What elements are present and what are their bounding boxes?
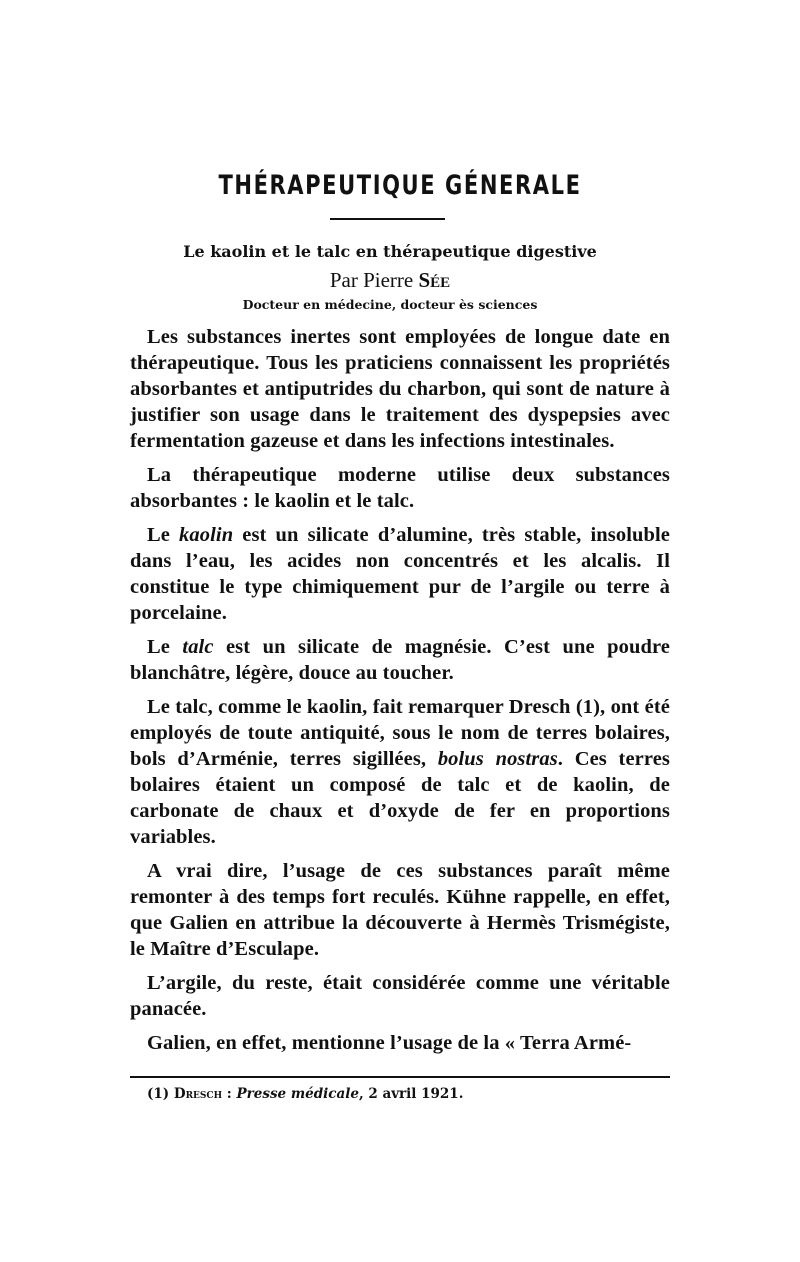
text-run: est un silicate de magnésie. C’est une poudre blanchâtre, légère, douce au toucher. (130, 636, 670, 684)
italic-term: talc (182, 636, 214, 658)
body-paragraph (130, 462, 670, 514)
text-run: Le talc, comme le kaolin, fait remarquer Dresch (1), ont été employés de toute antiquité, sous le nom de terres bolaires, bols d’Arménie, terres sigillées, (130, 696, 670, 770)
body-paragraph (130, 324, 670, 454)
body-paragraph (130, 1030, 670, 1056)
italic-term: bolus nostras (437, 748, 558, 770)
author-surname: Sée (418, 268, 451, 292)
text-run: Galien, en effet, mentionne l’usage de la « Terra Armé- (147, 1032, 632, 1054)
body-paragraph (130, 634, 670, 686)
article-body (130, 324, 670, 1064)
footnote-date: , 2 avril 1921. (358, 1086, 464, 1102)
footnote-sep: : (222, 1086, 237, 1102)
text-run: La thérapeutique moderne utilise deux substances absorbantes : le kaolin et le talc. (130, 464, 670, 512)
body-paragraph (130, 858, 670, 962)
text-run: . Ces terres bolaires étaient un composé de talc et de kaolin, de carbonate de chaux et d’oxyde de fer en proportions variables. (130, 748, 670, 848)
body-paragraph (130, 522, 670, 626)
footnote-author: Dresch (173, 1086, 223, 1102)
text-run: est un silicate d’alumine, très stable, insoluble dans l’eau, les acides non concentrés et les alcalis. Il constitue le type chimiquement pur de l’argile ou terre à porcelaine. (130, 524, 670, 624)
article-title: Le kaolin et le talc en thérapeutique digestive (183, 242, 597, 261)
author-line (0, 268, 780, 293)
text-run: Le (147, 636, 183, 658)
section-title: THÉRAPEUTIQUE GÉNERALE (218, 170, 582, 201)
footnote-marker: (1) (147, 1086, 174, 1102)
footnote (147, 1086, 667, 1102)
body-paragraph (130, 694, 670, 850)
author-affiliation: Docteur en médecine, docteur ès sciences (242, 297, 538, 312)
italic-term: kaolin (179, 524, 234, 546)
footnote-rule (130, 1076, 670, 1078)
text-run: Le (147, 524, 180, 546)
body-paragraph (130, 970, 670, 1022)
footnote-journal: Presse médicale (236, 1086, 359, 1102)
title-rule (330, 218, 445, 220)
text-run: A vrai dire, l’usage de ces substances paraît même remonter à des temps fort reculés. Kühne rappelle, en effet, que Galien en attribue la découverte à Hermès Trismégiste, le Maître d’Esculape. (130, 860, 670, 960)
author-prefix: Par Pierre (329, 268, 419, 292)
text-run: L’argile, du reste, était considérée comme une véritable panacée. (130, 972, 670, 1020)
text-run: Les substances inertes sont employées de longue date en thérapeutique. Tous les praticiens connaissent les propriétés absorbantes et antiputrides du charbon, qui sont de nature à justifier son usage dans le traitement des dyspepsies avec fermentation gazeuse et dans les infections intestinales. (130, 326, 670, 452)
